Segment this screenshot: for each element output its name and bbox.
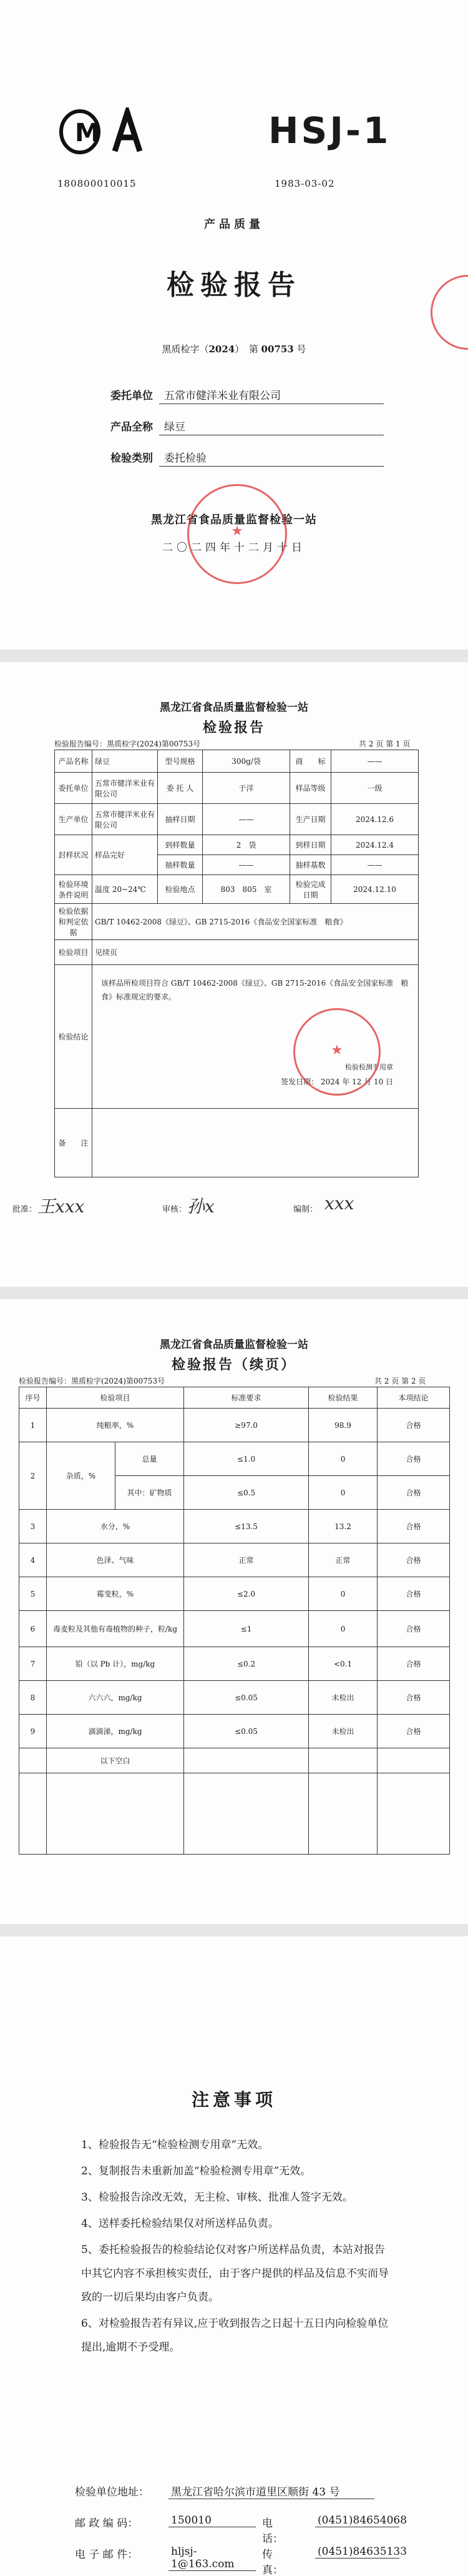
row-req: ≤0.5 (184, 1476, 309, 1510)
postcode-value: 150010 (168, 2514, 256, 2527)
row-result: <0.1 (309, 1647, 378, 1681)
row-item: 六六六，mg/kg (47, 1681, 184, 1715)
row-item: 水分，% (47, 1510, 184, 1543)
brand: —— (331, 750, 419, 773)
approver-label: 批准： (12, 1205, 37, 1214)
table-row (55, 804, 419, 835)
row-conclusion: 合格 (378, 1647, 450, 1681)
prod-date-label: 生产日期 (290, 804, 331, 835)
maker: 五常市健洋米业有限公司 (92, 804, 158, 835)
row-conclusion: 合格 (378, 1577, 450, 1611)
sample-qty: 2 袋 (203, 835, 290, 855)
sampling-qty: —— (203, 855, 290, 875)
client: 五常市健洋米业有限公司 (92, 773, 158, 804)
page-title: 检验报告 (202, 720, 265, 736)
field-label: 委托单位 (110, 390, 153, 402)
items: 见续页 (92, 940, 419, 965)
grade-label: 样品等级 (290, 773, 331, 804)
row-result: 0 (309, 1611, 378, 1647)
maker-label: 生产单位 (55, 804, 92, 835)
row-req: ≤0.2 (184, 1647, 309, 1681)
table-row (19, 1647, 450, 1681)
row-conclusion: 合格 (378, 1611, 450, 1647)
row-conclusion: 合格 (378, 1681, 450, 1715)
items-label: 检验项目 (55, 940, 92, 965)
notice-item: 2、复制报告未重新加盖“检验检测专用章”无效。 (81, 2165, 311, 2177)
delegate-label: 委 托 人 (158, 773, 203, 804)
row-item: 纯粮率，% (47, 1409, 184, 1442)
row-req: ≤13.5 (184, 1510, 309, 1543)
finish-date-label: 检验完成日期 (290, 875, 331, 904)
row-result: 13.2 (309, 1510, 378, 1543)
env: 温度 20~24℃ (92, 875, 158, 904)
row-no: 7 (19, 1647, 47, 1681)
email-label: 电 子 邮 件： (75, 2549, 139, 2561)
page-org: 黑龙江省食品质量监督检验一站 (160, 701, 308, 714)
arrive-date-label: 到样日期 (290, 835, 331, 855)
client-label: 委托单位 (55, 773, 92, 804)
notice-page (0, 1936, 468, 2576)
report-number: 检验报告编号：黑质检字(2024)第00753号 (54, 740, 201, 748)
report-number (0, 342, 468, 355)
table-row (19, 1510, 450, 1543)
report-no-prefix: 黑质检字（ (162, 344, 209, 355)
row-no: 3 (19, 1510, 47, 1543)
issue-date: 二〇二四年十二月十日 (162, 542, 306, 554)
row-conclusion: 合格 (378, 1715, 450, 1748)
report-no: 00753 (261, 344, 294, 355)
sampling-qty-label: 抽样数量 (158, 855, 203, 875)
table-row (19, 1409, 450, 1442)
row-item: 毒麦粒及其他有毒植物的种子，粒/kg (47, 1611, 184, 1647)
table-row (19, 1543, 450, 1577)
table-row (55, 773, 419, 804)
row-no: 9 (19, 1715, 47, 1748)
issuing-org: 黑龙江省食品质量监督检验一站 (151, 513, 317, 527)
basis: GB/T 10462-2008《绿豆》、GB 2715-2016《食品安全国家标准 粮食》 (92, 904, 419, 940)
row-result: 98.9 (309, 1409, 378, 1442)
report-table (54, 750, 419, 1177)
remark (92, 1109, 419, 1177)
location-label: 检验地点 (158, 875, 203, 904)
location: 803 805 室 (203, 875, 290, 904)
base-qty-label: 抽样基数 (290, 855, 331, 875)
sample-qty-label: 到样数量 (158, 835, 203, 855)
sample-date-label: 抽样日期 (158, 804, 203, 835)
table-row (19, 1748, 450, 1773)
fax-value: (0451)84635133 (315, 2545, 399, 2559)
address-label: 检验单位地址： (75, 2486, 149, 2499)
row-conclusion: 合格 (378, 1442, 450, 1476)
table-row (55, 940, 419, 965)
seal-state-label: 封样状况 (55, 835, 92, 875)
grade: 一级 (331, 773, 419, 804)
email-value: hljsj-1@163.com (168, 2545, 256, 2571)
base-qty: —— (331, 855, 419, 875)
field-value: 绿豆 (159, 418, 384, 435)
table-row (19, 1715, 450, 1748)
row-no: 6 (19, 1611, 47, 1647)
address-value: 黑龙江省哈尔滨市道里区顺街 43 号 (168, 2483, 374, 2499)
table-row (19, 1577, 450, 1611)
notice-item: 3、检验报告涂改无效，无主检、审核、批准人签字无效。 (81, 2191, 353, 2204)
conclusion-text: 该样品所检项目符合 GB/T 10462-2008《绿豆》、GB 2715-2016《食品安全国家标准 粮食》标准规定的要求。 (101, 979, 409, 1001)
field-value: 委托检验 (159, 449, 384, 467)
brand-label: 商 标 (290, 750, 331, 773)
row-result: 0 (309, 1577, 378, 1611)
notice-item: 6、对检验报告若有异议,应于收到报告之日起十五日内向检验单位提出,逾期不予受理。 (81, 2317, 389, 2354)
table-row (19, 1681, 450, 1715)
seal-star-icon: ★ (331, 1043, 343, 1058)
notice-item: 1、检验报告无“检验检测专用章”无效。 (81, 2139, 269, 2151)
row-no: 1 (19, 1409, 47, 1442)
row-conclusion: 合格 (378, 1510, 450, 1543)
notice-item: 4、送样委托检验结果仅对所送样品负责。 (81, 2217, 279, 2230)
report-no-suffix: 号 (296, 344, 306, 355)
blank-note: 以下空白 (47, 1748, 184, 1773)
spec-label: 型号规格 (158, 750, 203, 773)
field-label: 检验类别 (110, 452, 153, 465)
hsj-logo: HSJ-1 (268, 109, 391, 152)
row-no: 5 (19, 1577, 47, 1611)
field-value: 五常市健洋米业有限公司 (159, 387, 384, 404)
notice-title: 注意事项 (191, 2089, 276, 2110)
field-client (84, 384, 384, 407)
official-seal (187, 484, 287, 584)
table-header (19, 1387, 450, 1409)
row-no: 4 (19, 1543, 47, 1577)
row-req: ≥97.0 (184, 1409, 309, 1442)
row-req: 正常 (184, 1543, 309, 1577)
preparer-label: 编制： (293, 1205, 318, 1214)
row-no: 2 (19, 1442, 47, 1510)
arrive-date: 2024.12.4 (331, 835, 419, 855)
report-page (0, 662, 468, 1287)
header-item: 检验项目 (47, 1387, 184, 1409)
reviewer-label: 审核： (162, 1205, 187, 1214)
page-count: 共 2 页 第 2 页 (374, 1377, 426, 1385)
seal-star-icon: ★ (231, 523, 243, 539)
table-row (55, 1109, 419, 1177)
row-result: 未检出 (309, 1681, 378, 1715)
remark-label: 备 注 (55, 1109, 92, 1177)
table-row (55, 835, 419, 855)
spec: 300g/袋 (203, 750, 290, 773)
cma-number: 180800010015 (57, 178, 137, 189)
row-result: 0 (309, 1442, 378, 1476)
header-req: 标准要求 (184, 1387, 309, 1409)
row-item: 色泽、气味 (47, 1543, 184, 1577)
svg-text:M: M (75, 119, 100, 147)
page-org: 黑龙江省食品质量监督检验一站 (160, 1339, 308, 1351)
quality-label: 产品质量 (204, 218, 264, 231)
field-category (84, 447, 384, 469)
row-item: 杂质，% (47, 1442, 115, 1510)
row-result: 0 (309, 1476, 378, 1510)
env-label: 检验环境条件说明 (55, 875, 92, 904)
report-number: 检验报告编号：黑质检字(2024)第00753号 (19, 1377, 165, 1385)
approver-signature: 王xxx (37, 1196, 85, 1217)
tel-label: 电 话： (262, 2517, 305, 2545)
row-conclusion: 合格 (378, 1409, 450, 1442)
postcode-label: 邮 政 编 码： (75, 2517, 139, 2530)
notice-item: 5、委托检验报告的检验结论仅对客户所送样品负责，本站对报告中其它内容不承担核实责任，由于客户提供的样品及信息不实而导致的一切后果均由客户负责。 (81, 2244, 389, 2304)
sign-date: 签发日期： 2024 年 12 月 10 日 (281, 1077, 394, 1086)
row-req: ≤1.0 (184, 1442, 309, 1476)
row-sub: 总量 (115, 1442, 184, 1476)
stamp-note: 检验检测专用章 (345, 1063, 394, 1071)
report-year: 2024 (208, 344, 235, 355)
row-conclusion: 合格 (378, 1543, 450, 1577)
header-result: 检验结果 (309, 1387, 378, 1409)
field-product (84, 415, 384, 438)
row-req: ≤2.0 (184, 1577, 309, 1611)
field-label: 产品全称 (110, 421, 153, 433)
basis-label: 检验依据和判定依据 (55, 904, 92, 940)
fax-label: 传 真： (262, 2549, 305, 2576)
cover-page (0, 0, 468, 650)
row-sub: 其中：矿物质 (115, 1476, 184, 1510)
report-no-mid: ） 第 (235, 344, 258, 355)
seal-state: 样品完好 (92, 835, 158, 875)
report-title: 检验报告 (167, 269, 301, 301)
row-item: 铅（以 Pb 计），mg/kg (47, 1647, 184, 1681)
finish-date: 2024.12.10 (331, 875, 419, 904)
row-result: 未检出 (309, 1715, 378, 1748)
sample-date: —— (203, 804, 290, 835)
table-row (55, 875, 419, 904)
report-id: 1983-03-02 (275, 178, 335, 189)
conclusion-label: 检验结论 (55, 965, 92, 1109)
table-row (19, 1611, 450, 1647)
contact-email (75, 2545, 407, 2576)
preparer-signature: xxx (324, 1193, 354, 1214)
row-req: ≤0.05 (184, 1715, 309, 1748)
page-title: 检验报告（续页） (171, 1357, 296, 1373)
tel-value: (0451)84654068 (315, 2514, 399, 2527)
delegate: 于洋 (203, 773, 290, 804)
page-count: 共 2 页 第 1 页 (359, 740, 411, 748)
product-name: 绿豆 (92, 750, 158, 773)
row-item: 滴滴涕，mg/kg (47, 1715, 184, 1748)
table-row (19, 1442, 450, 1476)
row-req: ≤1 (184, 1611, 309, 1647)
product-name-label: 产品名称 (55, 750, 92, 773)
prod-date: 2024.12.6 (331, 804, 419, 835)
continuation-page (0, 1299, 468, 1924)
table-row (55, 904, 419, 940)
row-req: ≤0.05 (184, 1681, 309, 1715)
table-row (55, 965, 419, 1109)
cma-logo (57, 107, 151, 156)
header-conclusion: 本项结论 (378, 1387, 450, 1409)
table-row (55, 750, 419, 773)
header-no: 序号 (19, 1387, 47, 1409)
contact-address (75, 2483, 399, 2514)
row-no: 8 (19, 1681, 47, 1715)
row-conclusion: 合格 (378, 1476, 450, 1510)
contact-postcode (75, 2514, 407, 2545)
conclusion-cell (92, 965, 419, 1109)
row-result: 正常 (309, 1543, 378, 1577)
reviewer-signature: 孙x (187, 1196, 215, 1217)
results-table (19, 1387, 450, 1855)
row-item: 霉变粒，% (47, 1577, 184, 1611)
official-seal (293, 1008, 381, 1096)
table-row (19, 1773, 450, 1855)
